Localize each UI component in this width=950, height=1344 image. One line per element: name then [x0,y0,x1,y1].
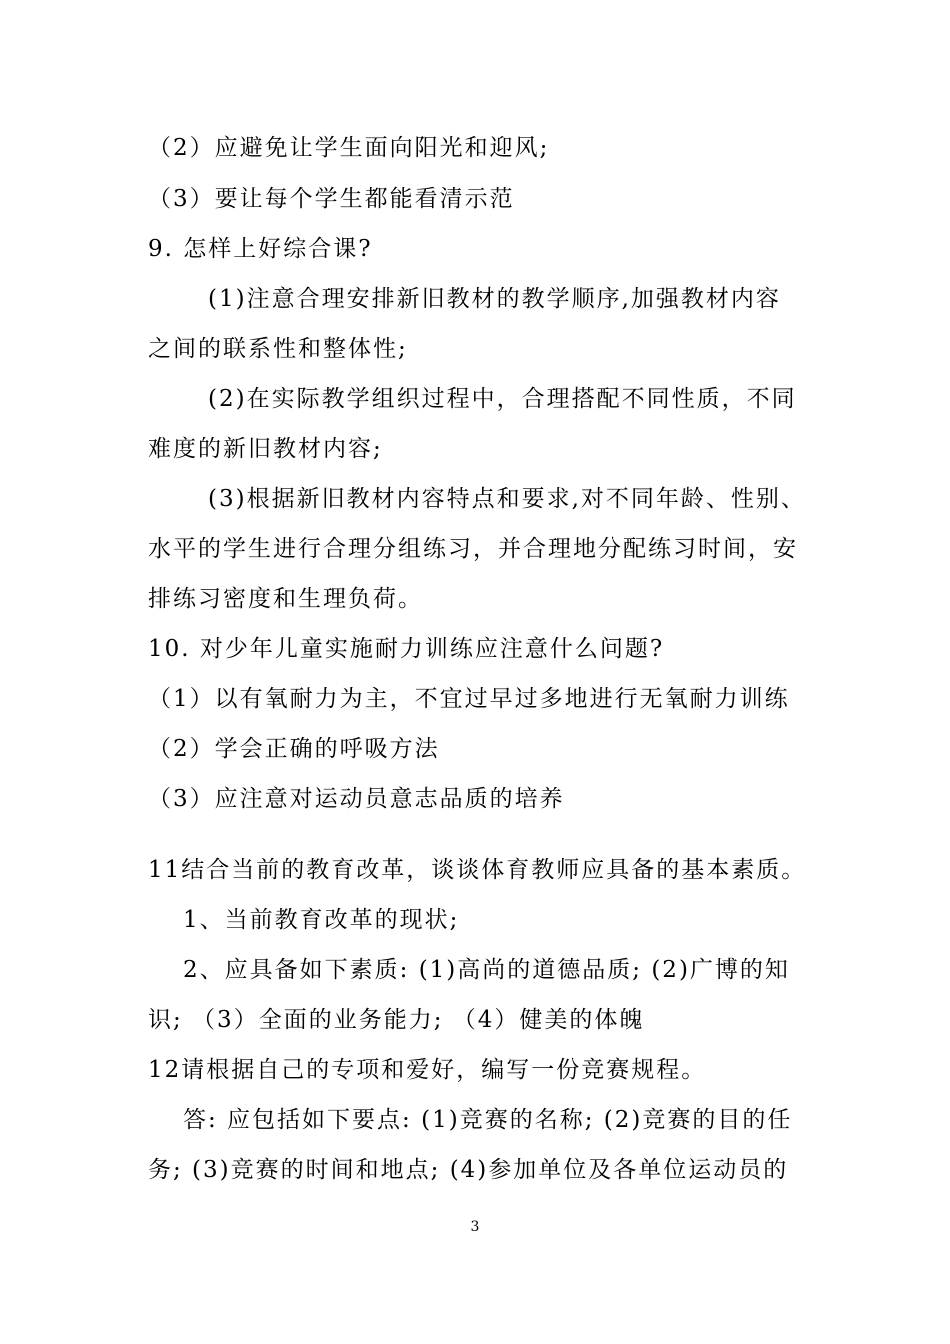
text-line-18: 识; （3）全面的业务能力; （4）健美的体魄 [148,1007,645,1033]
text-line-14: （3）应注意对运动员意志品质的培养 [148,786,565,812]
text-line-10: 排练习密度和生理负荷。 [148,586,423,612]
text-line-8: (3)根据新旧教材内容特点和要求,对不同年龄、性别、 [208,486,806,512]
question-12-heading: 12请根据自己的专项和爱好，编写一份竞赛规程。 [148,1057,707,1083]
text-line-17: 2、应具备如下素质: (1)高尚的道德品质; (2)广博的知 [183,957,790,983]
question-9-heading: 9. 怎样上好综合课? [148,236,373,262]
question-11-heading: 11结合当前的教育改革，谈谈体育教师应具备的基本素质。 [148,857,807,883]
text-line-13: （2）学会正确的呼吸方法 [148,736,440,762]
text-line-12: （1）以有氧耐力为主，不宜过早过多地进行无氧耐力训练 [148,686,790,712]
text-line-7: 难度的新旧教材内容; [148,436,383,462]
text-line-21: 务; (3)竞赛的时间和地点; (4)参加单位及各单位运动员的 [148,1157,789,1183]
text-line-2: （3）要让每个学生都能看清示范 [148,186,515,212]
text-line-5: 之间的联系性和整体性; [148,336,408,362]
text-line-16: 1、当前教育改革的现状; [183,907,460,933]
text-line-4: (1)注意合理安排新旧教材的教学顺序,加强教材内容 [208,286,781,312]
text-line-9: 水平的学生进行合理分组练习，并合理地分配练习时间，安 [148,536,798,562]
page-number: 3 [470,1219,480,1235]
text-line-20: 答: 应包括如下要点: (1)竞赛的名称; (2)竞赛的目的任 [183,1107,793,1133]
text-line-1: （2）应避免让学生面向阳光和迎风; [148,135,550,161]
text-line-6: (2)在实际教学组织过程中，合理搭配不同性质，不同 [208,386,797,412]
question-10-heading: 10. 对少年儿童实施耐力训练应注意什么问题? [148,636,665,662]
